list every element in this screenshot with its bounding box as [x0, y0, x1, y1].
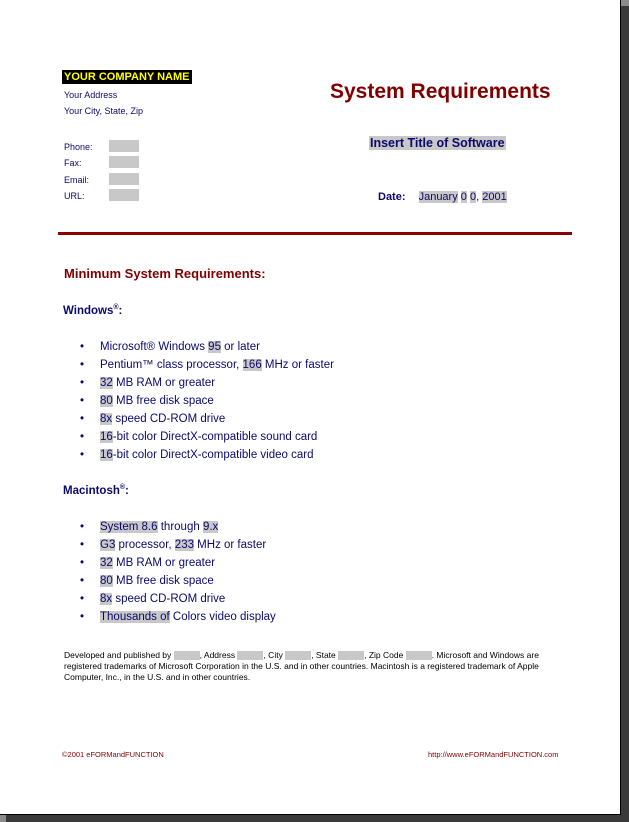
bullet-icon: • [80, 557, 85, 569]
list-item [80, 392, 334, 410]
page-shadow-bottom [6, 815, 629, 822]
website-link[interactable]: http://www.eFORMandFUNCTION.com [428, 750, 559, 759]
macintosh-requirements-list [80, 518, 276, 626]
item-field[interactable]: 233 [174, 539, 194, 551]
email-field[interactable] [109, 173, 139, 185]
bullet-icon: • [80, 341, 85, 353]
item-text: Pentium™ class processor, [100, 359, 243, 371]
item-text: MB RAM or greater [112, 557, 216, 569]
list-item [80, 356, 334, 374]
item-text: speed CD-ROM drive [112, 413, 226, 425]
windows-heading-text: Windows [63, 304, 114, 317]
bullet-icon: • [80, 521, 85, 533]
list-item [80, 338, 334, 356]
city-field[interactable] [285, 651, 311, 660]
footer-text: . Microsoft and Windows are registered trademarks of Microsoft Corporation in the U.S. and in other countries. Macintosh is a registered trademark of Apple Computer, Inc., in the U.S. and in other countries. [64, 650, 539, 682]
phone-label: Phone: [64, 142, 93, 152]
bullet-icon: • [80, 395, 85, 407]
item-text: MB free disk space [112, 395, 214, 407]
footer-text: , Zip Code [364, 650, 406, 660]
url-label: URL: [64, 191, 85, 201]
list-item [80, 518, 276, 536]
bullet-icon: • [80, 593, 85, 605]
item-text: MB free disk space [112, 575, 214, 587]
fax-field[interactable] [109, 156, 139, 168]
list-item [80, 374, 334, 392]
copyright-text: ©2001 eFORMandFUNCTION [62, 750, 164, 759]
url-field[interactable] [109, 189, 139, 201]
date-day1-field[interactable]: 0 [460, 191, 467, 203]
document-title: System Requirements [330, 80, 551, 103]
footer-text: , City [263, 650, 286, 660]
page-shadow-right [621, 6, 629, 822]
item-field[interactable]: 32 [100, 557, 113, 569]
bullet-icon: • [80, 431, 85, 443]
footer-disclaimer [64, 650, 564, 683]
list-item [80, 572, 276, 590]
item-field[interactable]: 8x [100, 593, 113, 605]
bullet-icon: • [80, 449, 85, 461]
item-field[interactable]: System 8.6 [100, 521, 158, 533]
date-year-field[interactable]: 2001 [482, 191, 507, 203]
email-label: Email: [64, 175, 90, 185]
list-item [80, 536, 276, 554]
item-text: MB RAM or greater [112, 377, 216, 389]
item-field[interactable]: 95 [208, 341, 221, 353]
address-field[interactable] [237, 651, 263, 660]
list-item [80, 410, 334, 428]
bullet-icon: • [80, 611, 85, 623]
item-field[interactable]: 8x [100, 413, 113, 425]
item-field[interactable]: 9.x [202, 521, 219, 533]
item-field[interactable]: 16 [100, 449, 113, 461]
list-item [80, 428, 334, 446]
macintosh-heading [63, 484, 129, 497]
bullet-icon: • [80, 539, 85, 551]
company-city-line[interactable]: Your City, State, Zip [64, 106, 144, 116]
footer-text: , Address [199, 650, 238, 660]
item-text: processor, [115, 539, 175, 551]
item-text: speed CD-ROM drive [112, 593, 226, 605]
list-item [80, 446, 334, 464]
list-item [80, 554, 276, 572]
item-text: -bit color DirectX-compatible video card [112, 449, 314, 461]
footer-text: , State [311, 650, 339, 660]
item-field[interactable]: 166 [242, 359, 262, 371]
phone-field[interactable] [109, 140, 139, 152]
zip-code-field[interactable] [406, 651, 432, 660]
item-text: through [157, 521, 203, 533]
windows-heading [63, 304, 122, 317]
item-text: or later [220, 341, 260, 353]
macintosh-heading-colon: : [125, 484, 129, 497]
date-line: Date: January 0 0, 2001 [378, 191, 507, 203]
list-item [80, 590, 276, 608]
footer-text: Developed and published by [64, 650, 174, 660]
company-address[interactable]: Your Address [64, 90, 118, 100]
date-label: Date: [378, 191, 406, 203]
bullet-icon: • [80, 413, 85, 425]
bullet-icon: • [80, 377, 85, 389]
date-day2-field[interactable]: 0 [469, 191, 477, 203]
fax-label: Fax: [64, 158, 82, 168]
macintosh-heading-text: Macintosh [63, 484, 120, 497]
windows-reg-mark: ® [113, 304, 119, 311]
date-month-field[interactable]: January [418, 191, 458, 203]
item-text: MHz or faster [193, 539, 267, 551]
item-text: MHz or faster [261, 359, 334, 371]
macintosh-reg-mark: ® [119, 484, 126, 491]
item-text: -bit color DirectX-compatible sound card [112, 431, 318, 443]
windows-heading-colon: : [118, 304, 123, 317]
item-text: Colors video display [169, 611, 276, 623]
item-field[interactable]: 32 [100, 377, 113, 389]
bullet-icon: • [80, 359, 85, 371]
publisher-field[interactable] [174, 651, 200, 660]
bullet-icon: • [80, 575, 85, 587]
item-field[interactable]: 80 [100, 575, 113, 587]
section-heading: Minimum System Requirements: [64, 266, 266, 281]
item-text: Microsoft® Windows [100, 341, 209, 353]
item-field[interactable]: Thousands of [100, 611, 170, 623]
item-field[interactable]: G3 [100, 539, 116, 551]
state-field[interactable] [338, 651, 364, 660]
software-title-field[interactable]: Insert Title of Software [370, 136, 505, 150]
company-name[interactable]: YOUR COMPANY NAME [64, 71, 190, 83]
list-item [80, 608, 276, 626]
windows-requirements-list [80, 338, 334, 464]
item-field[interactable]: 16 [100, 431, 113, 443]
header-divider [58, 232, 572, 235]
item-field[interactable]: 80 [100, 395, 113, 407]
